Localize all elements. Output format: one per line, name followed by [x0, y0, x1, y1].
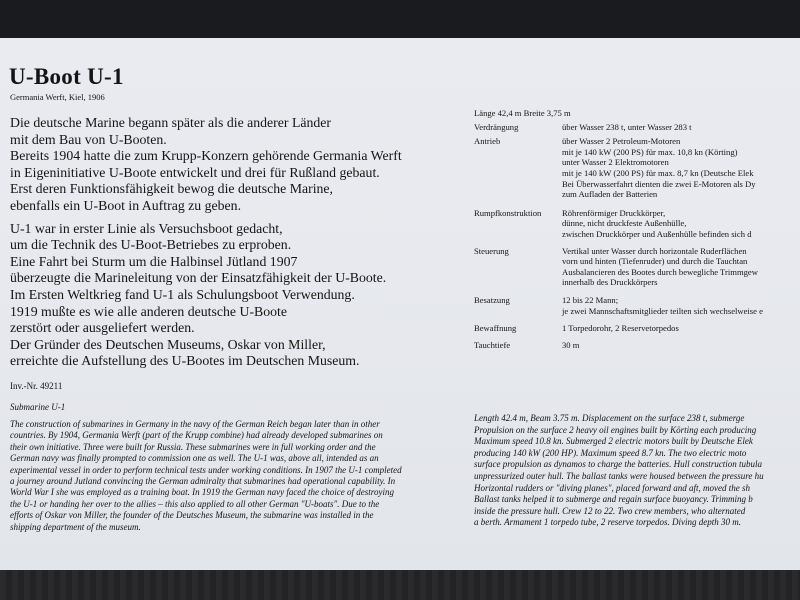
text-line: efforts of Oskar von Miller, the founder of the Deutsches Museum, the submarine was installed in the [10, 510, 374, 521]
text-line: surface propulsion as dynamos to charge the batteries. Hull construction tubula [474, 459, 763, 470]
spec-line: mit je 140 kW (200 PS) für max. 8,7 kn (Deutsche Elek [562, 167, 754, 178]
spec-value [562, 136, 800, 200]
text-line: Im Ersten Weltkrieg fand U-1 als Schulungsboot Verwendung. [10, 286, 355, 302]
spec-line: innerhalb des Druckkörpers [562, 277, 658, 288]
spec-line: Röhrenförmiger Druckkörper, [562, 207, 666, 218]
text-line: mit dem Bau von U-Booten. [10, 131, 167, 147]
spec-row-propulsion [474, 136, 800, 200]
text-line: a berth. Armament 1 torpedo tube, 2 reserve torpedos. Diving depth 30 m. [474, 517, 741, 528]
plaque-title: U-Boot U-1 [9, 64, 124, 89]
spec-row-hull [474, 208, 800, 240]
spec-value [562, 122, 800, 133]
spec-line: 30 m [562, 339, 580, 350]
technical-specs [474, 108, 800, 350]
text-line: U-1 war in erster Linie als Versuchsboot gedacht, [10, 220, 283, 236]
text-line: Length 42.4 m, Beam 3.75 m. Displacement on the surface 238 t, submerge [474, 413, 745, 423]
german-paragraph-2 [10, 221, 440, 370]
german-description [10, 115, 440, 370]
text-line: World War I she was employed as a training boat. In 1919 the German navy faced the choice of destroying [10, 487, 394, 498]
spec-line: Ausbalancieren des Bootes durch bewegliche Trimmgew [562, 266, 758, 277]
text-line: ebenfalls ein U-Boot in Auftrag zu geben. [10, 197, 242, 213]
museum-plaque [0, 38, 800, 572]
spec-line: 1 Torpedorohr, 2 Reservetorpedos [562, 323, 679, 334]
spec-line: mit je 140 kW (200 PS) für max. 10,8 kn (Körting) [562, 146, 738, 157]
text-line: Ballast tanks helped it to submerge and regain surface buoyancy. Trimming b [474, 494, 753, 505]
spec-line: dünne, nicht druckfeste Außenhülle, [562, 218, 687, 229]
spec-line: Bei Überwasserfahrt dienten die zwei E-Motoren als Dy [562, 178, 756, 189]
spec-label: Bewaffnung [474, 323, 517, 334]
plaque-subtitle: Germania Werft, Kiel, 1906 [10, 92, 105, 102]
text-line: inside the pressure hull. Crew 12 to 22. Two crew members, who alternated [474, 505, 746, 516]
spec-label: Antrieb [474, 136, 501, 147]
text-line: their own initiative. Three were built for Russia. These submarines were in full working order and the [10, 441, 376, 452]
spec-line: über Wasser 238 t, unter Wasser 283 t [562, 121, 692, 132]
text-line: Horizontal rudders or "diving planes", placed forward and aft, moved the sh [474, 482, 750, 493]
text-line: experimental vessel in order to perform technical tests under working conditions. In 1907 the U-1 completed [10, 464, 402, 475]
spec-line: je zwei Mannschaftsmitglieder teilten sich wechselweise e [562, 305, 763, 316]
spec-row-diving-depth [474, 340, 800, 351]
spec-line: Vertikal unter Wasser durch horizontale Ruderflächen [562, 245, 747, 256]
dark-background-bottom [0, 570, 800, 600]
spec-label: Tauchtiefe [474, 339, 511, 350]
text-line: Propulsion on the surface 2 heavy oil engines built by Körting each producing [474, 424, 757, 435]
text-line: erreichte die Aufstellung des U-Bootes im Deutschen Museum. [10, 353, 360, 369]
text-line: Die deutsche Marine begann später als die anderer Länder [10, 115, 332, 130]
spec-row-armament [474, 323, 800, 334]
text-line: überzeugte die Marineleitung von der Einsatzfähigkeit der U-Boote. [10, 270, 387, 286]
text-line: zerstört oder ausgeliefert werden. [10, 320, 195, 336]
spec-value [562, 295, 800, 316]
text-line: countries. By 1904, Germania Werft (part of the Krupp combine) had already developed submarines on [10, 430, 383, 441]
spec-label: Rumpfkonstruktion [474, 207, 542, 218]
text-line: Bereits 1904 hatte die zum Krupp-Konzern gehörende Germania Werft [10, 148, 402, 164]
text-line: The construction of submarines in Germany in the navy of the German Reich began later than in other [10, 419, 380, 429]
spec-line: zum Aufladen der Batterien [562, 189, 658, 200]
spec-line: über Wasser 2 Petroleum-Motoren [562, 136, 681, 147]
spec-row-crew [474, 295, 800, 316]
text-line: in Eigeninitiative U-Boote entwickelt und drei für Rußland gebaut. [10, 164, 380, 180]
text-line: Maximum speed 10.8 kn. Submerged 2 electric motors built by Deutsche Elek [474, 436, 753, 447]
german-paragraph-1 [10, 115, 440, 215]
spec-value [562, 246, 800, 288]
text-line: um die Technik des U-Boot-Betriebes zu erproben. [10, 237, 292, 253]
english-specs [474, 413, 800, 529]
spec-value [562, 340, 800, 351]
spec-row-displacement [474, 122, 800, 133]
spec-line: vorn und hinten (Tiefenruder) und durch die Tauchtan [562, 256, 748, 267]
spec-value [562, 323, 800, 334]
inventory-number: Inv.-Nr. 49211 [10, 381, 63, 391]
spec-line: 12 bis 22 Mann; [562, 294, 619, 305]
spec-dimensions: Länge 42,4 m Breite 3,75 m [474, 108, 571, 118]
english-description [10, 419, 440, 533]
spec-line: zwischen Druckkörper und Außenhülle befinden sich d [562, 228, 752, 239]
text-line: shipping department of the museum. [10, 521, 141, 532]
spec-label: Besatzung [474, 294, 510, 305]
spec-line: unter Wasser 2 Elektromotoren [562, 157, 669, 168]
text-line: Eine Fahrt bei Sturm um die Halbinsel Jütland 1907 [10, 253, 298, 269]
text-line: Erst deren Funktionsfähigkeit bewog die deutsche Marine, [10, 181, 333, 197]
english-heading: Submarine U-1 [10, 402, 66, 412]
text-line: the U-1 or handing her over to the allies – this also applied to all other German "U-boats". Due to the [10, 498, 380, 509]
text-line: a journey around Jutland convincing the German admiralty that submarines had operational capability. In [10, 476, 396, 487]
spec-value [562, 208, 800, 240]
text-line: producing 140 kW (200 HP). Maximum speed 8.7 kn. The two electric moto [474, 447, 747, 458]
spec-row-steering [474, 246, 800, 288]
text-line: Der Gründer des Deutschen Museums, Oskar von Miller, [10, 336, 326, 352]
text-line: 1919 mußte es wie alle anderen deutsche U-Boote [10, 303, 287, 319]
text-line: German navy was finally prompted to commission one as well. The U-1 was, above all, intended as an [10, 453, 379, 464]
spec-label: Steuerung [474, 245, 509, 256]
text-line: unpressurized outer hull. The ballast tanks were housed between the pressure hu [474, 470, 764, 481]
spec-label: Verdrängung [474, 121, 519, 132]
